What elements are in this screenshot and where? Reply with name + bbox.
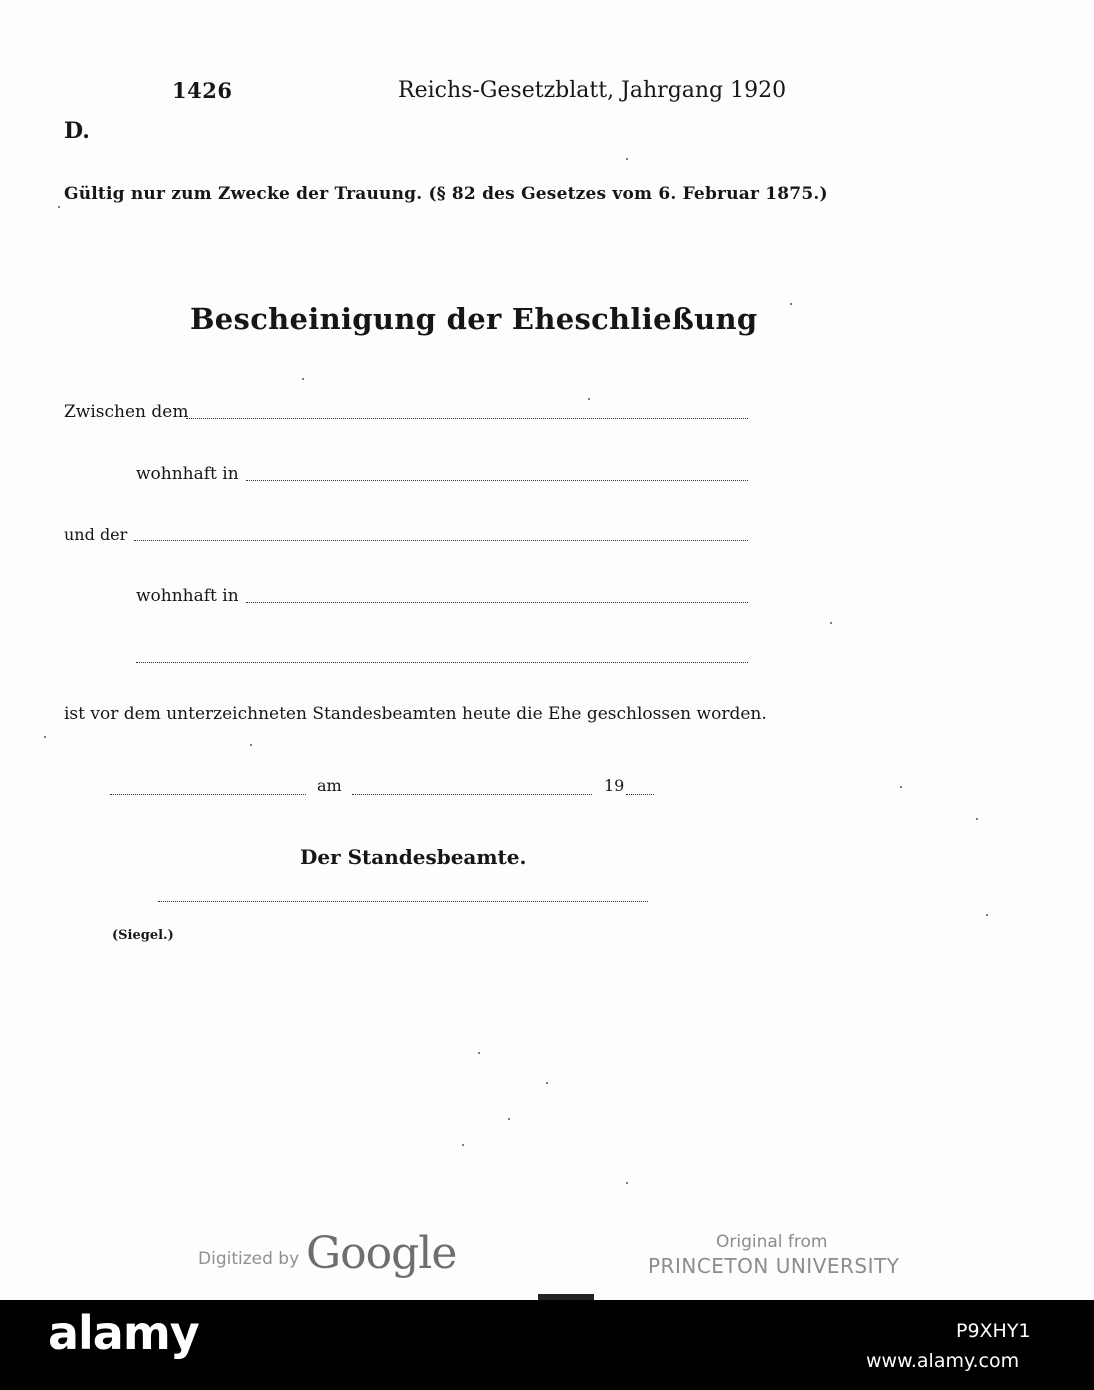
bride-residence-field[interactable] [246,602,748,603]
google-logo: Google [306,1228,457,1279]
groom-residence-field[interactable] [246,480,748,481]
section-letter: D. [64,118,90,144]
scan-speck [626,1182,628,1184]
year-prefix: 19 [604,776,625,795]
scan-speck [900,786,902,788]
scan-speck [588,398,590,400]
image-id: P9XHY1 [956,1320,1031,1342]
scan-speck [44,736,46,738]
seal-label: (Siegel.) [112,928,174,943]
validity-note: Gültig nur zum Zwecke der Trauung. (§ 82 des Gesetzes vom 6. Februar 1875.) [64,184,828,204]
scan-speck [508,1118,510,1120]
signature-field[interactable] [158,901,648,902]
page-number: 1426 [172,78,233,103]
signature-title: Der Standesbeamte. [300,845,527,869]
original-from-label: Original from [716,1232,828,1252]
scan-speck [626,158,628,160]
scan-speck [976,818,978,820]
date-field[interactable] [352,794,592,795]
between-label: Zwischen dem [64,402,189,422]
form-title: Bescheinigung der Eheschließung [190,302,758,336]
and-label: und der [64,525,128,544]
site-url: www.alamy.com [866,1350,1020,1372]
date-on-label: am [317,776,342,795]
bride-residence-label: wohnhaft in [136,586,239,606]
groom-name-field[interactable] [186,418,748,419]
alamy-logo: alamy [48,1306,199,1360]
scan-speck [478,1052,480,1054]
scan-speck [58,206,60,208]
scan-speck [790,303,792,305]
scan-speck [546,1082,548,1084]
year-suffix-field[interactable] [626,794,654,795]
marriage-statement: ist vor dem unterzeichneten Standesbeamten heute die Ehe geschlossen worden. [64,704,767,724]
digitized-by-label: Digitized by [198,1249,300,1269]
scan-speck [302,378,304,380]
scan-speck [250,744,252,746]
institution-name: PRINCETON UNIVERSITY [648,1254,900,1278]
scan-speck [986,914,988,916]
scan-speck [830,622,832,624]
additional-line-field[interactable] [136,662,748,663]
scan-speck [462,1144,464,1146]
place-field[interactable] [110,794,306,795]
running-header: Reichs-Gesetzblatt, Jahrgang 1920 [398,78,787,103]
bride-name-field[interactable] [134,540,748,541]
groom-residence-label: wohnhaft in [136,464,239,484]
